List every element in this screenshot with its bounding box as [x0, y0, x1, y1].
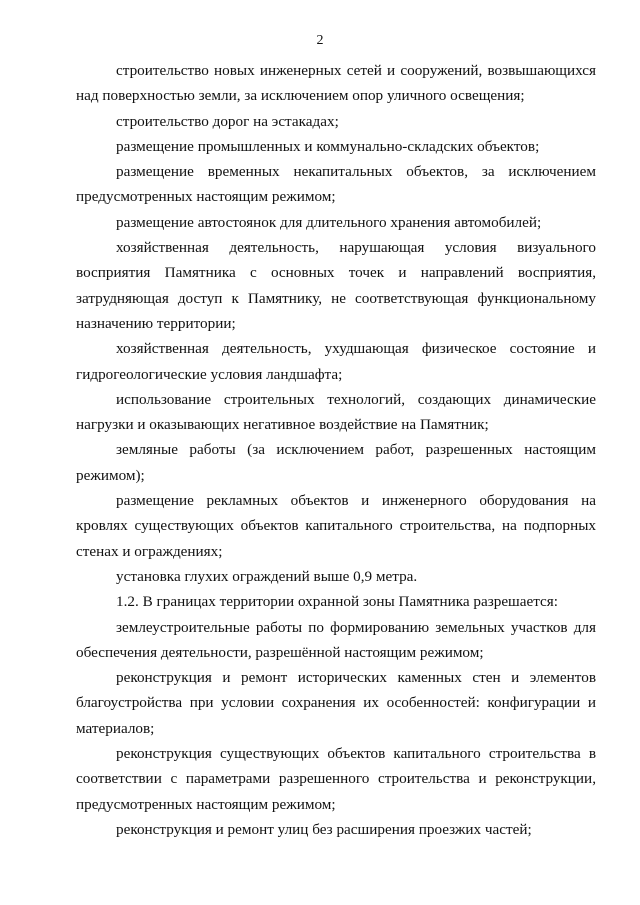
- paragraph: земляные работы (за исключением работ, разрешенных настоящим режимом);: [76, 441, 596, 484]
- paragraph: размещение автостоянок для длительного хранения автомобилей;: [116, 213, 542, 231]
- paragraph: реконструкция существующих объектов капитального строительства в соответствии с параметрами разрешенного строительства и реконструкции, предусмотренных настоящим режимом;: [76, 745, 596, 813]
- paragraph: использование строительных технологий, создающих динамические нагрузки и оказывающих негативное воздействие на Памятник;: [76, 390, 596, 434]
- paragraph: строительство новых инженерных сетей и сооружений, возвышающихся над поверхностью земли, за исключением опор уличного освещения;: [76, 62, 596, 105]
- paragraph: установка глухих ограждений выше 0,9 метра.: [116, 567, 418, 585]
- paragraph: реконструкция и ремонт исторических каменных стен и элементов благоустройства при условии сохранения их особенностей: конфигурации и материалов;: [76, 669, 596, 737]
- paragraph: хозяйственная деятельность, нарушающая условия визуального восприятия Памятника с основных точек и направлений восприятия, затрудняющая доступ к Памятнику, не соответствующая функциональному назначению территории;: [76, 239, 596, 332]
- section-heading: 1.2. В границах территории охранной зоны Памятника разрешается:: [116, 593, 559, 611]
- paragraph: размещение промышленных и коммунально-складских объектов;: [116, 137, 540, 155]
- paragraph: размещение временных некапитальных объектов, за исключением предусмотренных настоящим режимом;: [76, 163, 596, 206]
- paragraph: реконструкция и ремонт улиц без расширения проезжих частей;: [116, 820, 532, 838]
- paragraph: размещение рекламных объектов и инженерного оборудования на кровлях существующих объектов капитального строительства, на подпорных стенах и ограждениях;: [76, 492, 596, 560]
- paragraph: хозяйственная деятельность, ухудшающая физическое состояние и гидрогеологические условия ландшафта;: [76, 340, 596, 383]
- paragraph: землеустроительные работы по формированию земельных участков для обеспечения деятельности, разрешённой настоящим режимом;: [76, 618, 596, 661]
- page-number: 2: [316, 33, 324, 48]
- document-body: [76, 58, 596, 842]
- paragraph: строительство дорог на эстакадах;: [116, 112, 339, 130]
